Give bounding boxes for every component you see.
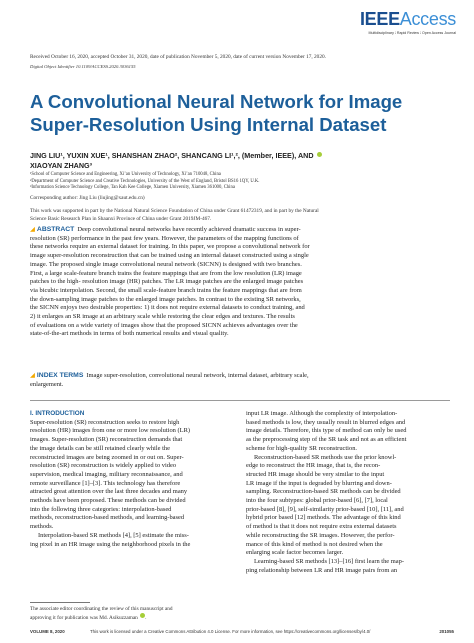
index-terms-heading-label: INDEX TERMS [36,372,84,379]
received-dates: Received October 16, 2020, accepted October 31, 2020, date of publication November 5, 2020, date of current version November 17, 2020. [30,54,326,60]
body-line: enlarging scale factor becomes larger. [246,549,344,557]
abstract-line: resolution (SR) performance in the past few years. However, the parameters of the mapping functions of [30,234,299,242]
body-line: LR image if the input is degraded by blurring and down- [246,479,392,487]
triangle-right-icon: ◢ [30,372,35,379]
affiliation-3: ³Information Science Technology College, Tan Kah Kee College, Xiamen University, Xiamen 361000, China [30,185,235,191]
journal-logo [360,10,456,28]
abstract-line: the SICNN enjoys two desirable properties: 1) it does not require external datasets to conduct training, and [30,304,305,312]
journal-tagline: Multidisciplinary ⁞ Rapid Review ⁞ Open Access Journal [368,31,456,35]
orcid-icon[interactable] [140,613,145,618]
abstract-heading [30,226,74,233]
keywords-line: enlargement. [30,380,64,388]
brand-light: Access [399,9,456,29]
page-number: 201055 [439,629,454,634]
body-line: ping relationship between LR and HR image pairs from an [246,566,398,574]
index-terms [30,372,450,389]
affiliations [30,172,259,192]
body-line: Super-resolution (SR) reconstruction seeks to restore high [30,418,180,426]
body-line: edge to reconstruct the HR image, that is, the recon- [246,462,381,470]
body-line: scheme for high-quality SR reconstruction. [246,444,358,452]
body-line: as the preprocessing step of the SR task and not as an efficient [246,436,407,444]
body-line: the image details can be still retained clearly while the [30,444,170,452]
funding-statement [30,208,450,223]
orcid-icon[interactable] [317,152,322,157]
body-line: methods have been proposed. These methods can be divided [30,497,186,505]
index-terms-heading [30,372,83,379]
body-line: into the following three categories: interpolation-based [30,505,172,513]
corresponding-author: Corresponding author: Jing Liu (liujing@xaut.edu.cn) [30,195,145,201]
body-line: ing pixel in an HR image using the neighborhood pixels in the [30,540,191,548]
body-line: Reconstruction-based SR methods use the prior knowl- [254,453,397,461]
abstract-line: First, a large scale-feature branch trains the feature mappings that are from the low resolution (LR) image [30,269,302,277]
title-line-2: Super-Resolution Using Internal Dataset [30,114,387,135]
funding-line-1: This work was supported in part by the National Natural Science Foundation of China under Grant 61472319, and in part by the Natural [30,208,319,214]
license-statement[interactable]: This work is licensed under a Creative Commons Attribution 4.0 License. For more information, see https://creativecommons.org/licenses/by/4.0/ [90,629,371,634]
body-line: while reconstructing the SR images. However, the perfor- [246,531,395,539]
author-list [30,151,450,171]
body-line: supervision, medical imaging, military reconnaissance, and [30,470,183,478]
section-divider [30,400,450,401]
footnote-line: The associate editor coordinating the review of this manuscript and [30,606,173,612]
body-line: reconstructed images are being zoomed in or out on. Super- [30,453,184,461]
keywords-line [30,372,450,381]
keywords-line-text: Image super-resolution, convolutional neural network, internal dataset, arbitrary scale, [86,372,309,379]
abstract-line: of evaluations on a wide variety of images show that the proposed SICNN achieves advantages over the [30,321,298,329]
abstract-line: state-of-the-art methods in terms of both numerical results and visual quality. [30,330,229,338]
body-line: resolution (SR) reconstruction is widely applied to video [30,462,177,470]
body-column-left [30,410,234,549]
body-line: into the four subtypes: global prior-based [6], [7], local [246,497,388,505]
body-line: Interpolation-based SR methods [4], [5] estimate the miss- [38,531,189,539]
body-line: structed HR image should be very similar to the input [246,470,385,478]
authors-line-2: XIAOYAN ZHANG³ [30,161,93,170]
body-line: resolution (HR) images from one or more low resolution (LR) [30,427,191,435]
authors-text-1: JING LIU¹, YUXIN XUE¹, SHANSHAN ZHAO², SHANCANG LI¹,², (Member, IEEE), AND [30,151,314,160]
abstract-line [30,226,450,235]
body-line: prior-based [8], [9], self-similarity prior-based [10], [11], and [246,505,404,513]
doi: Digital Object Identifier 10.1109/ACCESS.2020.3036155 [30,64,136,69]
body-line: input LR image. Although the complexity of interpolation- [246,410,398,417]
abstract-line: image. The proposed single image convolutional neural network (SICNN) is designed with two branches. [30,260,302,268]
funding-line-2: Science Basic Research Plan in Shaanxi Province of China under Grant 2019JM-467. [30,215,212,222]
brand-strong: IEEE [359,9,400,29]
authors-line-1 [30,151,450,161]
abstract-line: 2) it enlarges an SR image at an arbitrary scale while restoring the clear edges and textures. The results [30,313,295,321]
body-line: hybrid prior based [12] methods. The advantage of this kind [246,514,401,522]
footnote-line: approving it for publication was Md. Asikuzzaman . [30,615,147,621]
section-heading-introduction: I. INTRODUCTION [30,410,85,417]
body-line: Learning-based SR methods [13]–[16] first learn the map- [254,557,404,565]
body-line: based methods is low, they usually result in blurred edges and [246,418,406,426]
affiliation-2: ²Department of Computer Science and Creative Technologies, University of the West of England, Bristol BS16 1QY, U.K. [30,178,260,184]
volume-label: VOLUME 8, 2020 [30,629,65,634]
affiliation-1: ¹School of Computer Science and Engineering, Xi’an University of Technology, Xi’an 710048, China [30,172,221,177]
abstract-heading-label: ABSTRACT [36,226,75,233]
title-line-1: A Convolutional Neural Network for Image [30,91,403,112]
paper-title [30,90,450,136]
journal-masthead [360,10,456,35]
body-line: remote surveillance [1]–[3]. This technology has therefore [30,479,181,487]
body-line: methods, reconstruction-based methods, and learning-based [30,514,185,522]
abstract-line: via bicubic interpolation. Second, the small scale-feature branch trains the feature mappings that are from [30,286,302,294]
editor-footnote [30,605,234,622]
body-line: mance of this kind of method is not desired when the [246,540,383,548]
abstract-line: the down-sampling image patches to the enlarged image patches. In contrast to the existing SR networks, [30,295,301,303]
body-line: sampling. Reconstruction-based SR methods can be divided [246,488,401,496]
body-column-right [246,410,450,575]
body-line: methods. [30,523,54,531]
body-line: of method is that it does not require extra external datasets [246,523,397,531]
abstract-line: these networks require an external dataset for training. In this paper, we propose a convolutional network for [30,243,310,251]
body-line: attracted great attention over the last three decades and many [30,488,188,496]
abstract [30,226,450,339]
abstract-line-text: Deep convolutional neural networks have recently achieved dramatic success in super- [77,226,301,233]
body-line: image details. Therefore, this type of method can only be used [246,427,407,435]
footnote-line-text: approving it for publication was Md. Asikuzzaman [30,615,138,621]
abstract-line: image super-resolution reconstruction that can be trained using an internal dataset constructed using a single [30,252,309,260]
abstract-line: patches to the high- resolution image (HR) patches. The LR image patches are the enlarged image patches [30,278,304,286]
footnote-rule [30,602,90,603]
triangle-right-icon: ◢ [30,226,35,233]
body-line: images. Super-resolution (SR) reconstruction demands that [30,436,183,444]
